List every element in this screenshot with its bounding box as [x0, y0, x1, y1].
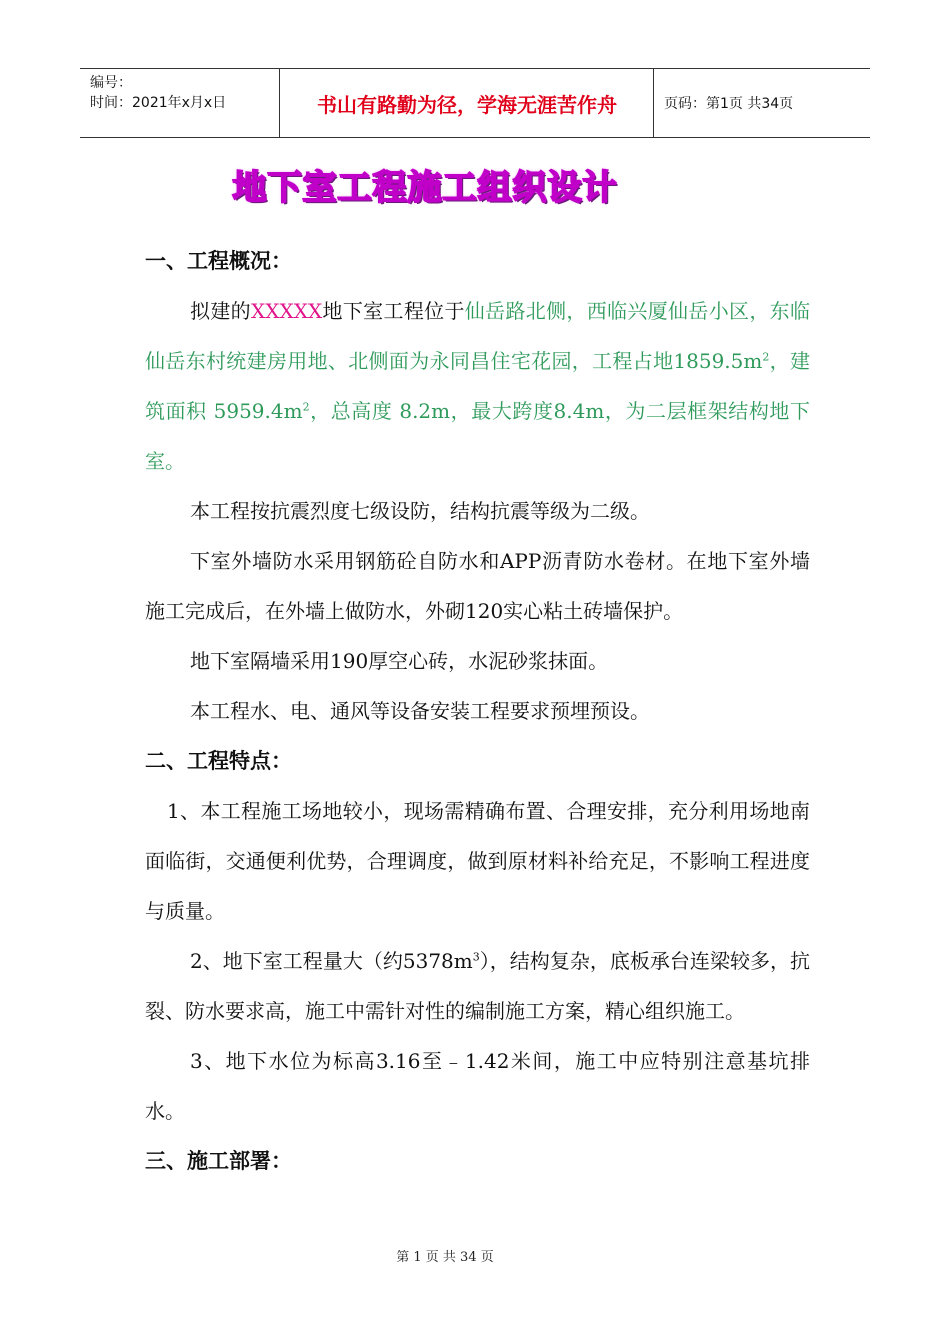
- section-heading-deployment: 三、施工部署：: [145, 1149, 292, 1173]
- project-location: [145, 299, 810, 473]
- features-paragraph-2: [145, 936, 810, 1036]
- project-name: XXXXX: [250, 299, 323, 323]
- section-heading-overview: 一、工程概况：: [145, 249, 292, 273]
- features-paragraph-1: 1、本工程施工场地较小，现场需精确布置、合理安排，充分利用场地南面临街，交通便利优势，合理调度，做到原材料补给充足，不影响工程进度与质量。: [145, 799, 810, 923]
- section-heading-features: 二、工程特点：: [145, 749, 292, 773]
- text-run: ），结构复杂，底板承台连梁较多，抗裂、防水要求高，施工中需针对性的编制施工方案，精心组织施工。: [145, 949, 810, 1023]
- overview-paragraph-3: 下室外墙防水采用钢筋砼自防水和APP沥青防水卷材。在地下室外墙施工完成后，在外墙上做防水，外砌120实心粘土砖墙保护。: [145, 549, 810, 623]
- text-run: 地下室工程位于: [322, 299, 465, 323]
- overview-paragraph-4: 地下室隔墙采用190厚空心砖，水泥砂浆抹面。: [190, 649, 609, 673]
- superscript: 2: [302, 400, 310, 414]
- overview-paragraph-2: 本工程按抗震烈度七级设防，结构抗震等级为二级。: [190, 499, 650, 523]
- text-run: 2、地下室工程量大（约5378m: [190, 949, 473, 973]
- superscript: 2: [762, 350, 770, 364]
- overview-paragraph-1: [145, 286, 810, 486]
- number-label: 编号：: [90, 75, 132, 91]
- motto: 书山有路勤为径，学海无涯苦作舟: [281, 69, 654, 137]
- text-run: 仙岳路北侧，西临兴厦仙岳小区，东临仙岳东村统建房用地、北侧面为永同昌住宅花园，工程占地1859.5m: [145, 299, 811, 373]
- document-title: 地下室工程施工组织设计: [232, 168, 618, 208]
- overview-paragraph-5: 本工程水、电、通风等设备安装工程要求预埋预设。: [190, 699, 650, 723]
- header-info-cell: [80, 69, 280, 137]
- document-body: [145, 236, 810, 1186]
- footer-page-number: 第 1 页 共 34 页: [396, 1250, 494, 1265]
- page-label: 页码：第1页 共34页: [664, 96, 794, 112]
- features-paragraph-3: 3、地下水位为标高3.16至﹣1.42米间，施工中应特别注意基坑排水。: [145, 1049, 810, 1123]
- text-run: ，总高度 8.2m，最大跨度8.4m，为二层框架结构地下室。: [145, 399, 810, 473]
- date-label: 时间：2021年x月x日: [90, 95, 227, 111]
- page-footer: [0, 1246, 950, 1265]
- superscript: 3: [472, 950, 480, 964]
- text-run: 拟建的: [190, 299, 251, 323]
- text-run: ，建筑面积 5959.4m: [145, 349, 811, 423]
- header-table: [80, 68, 870, 138]
